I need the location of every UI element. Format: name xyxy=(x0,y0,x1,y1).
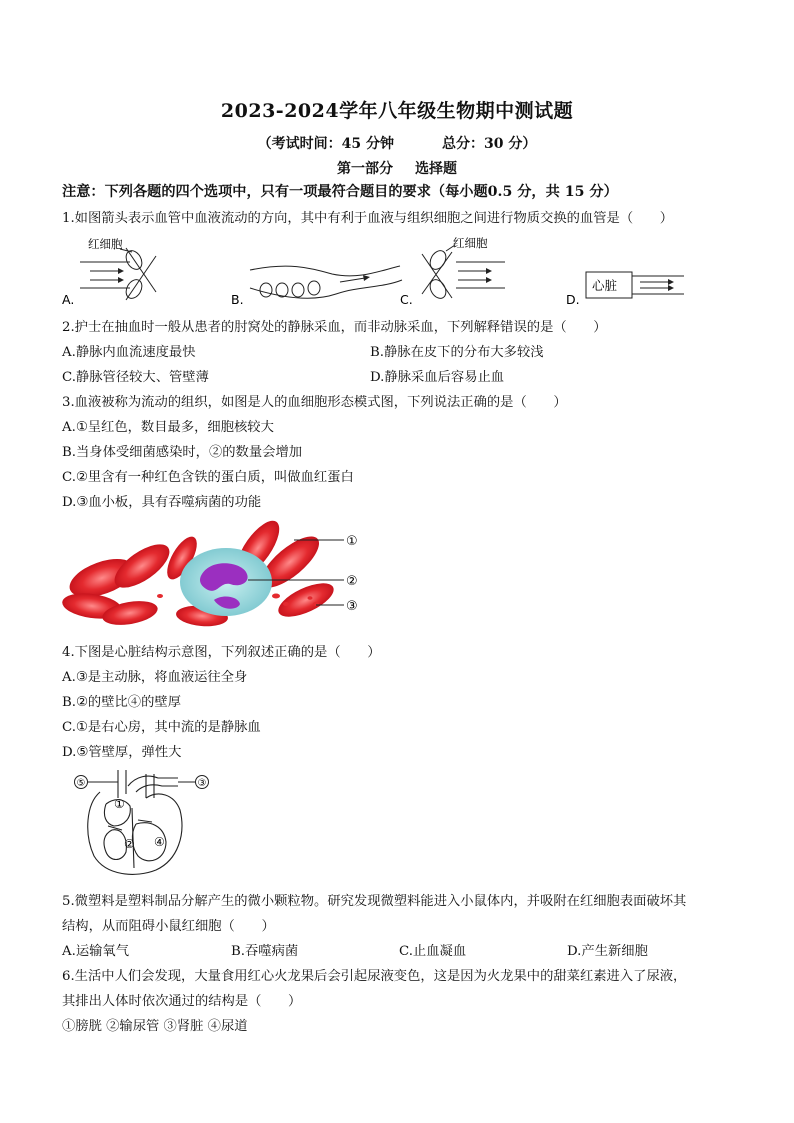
figure-label-3: ③ xyxy=(346,599,358,614)
question-5-option-d[interactable]: D.产生新细胞 xyxy=(567,944,648,959)
question-5-option-a[interactable]: A.运输氧气 xyxy=(62,944,130,959)
question-4-option-d[interactable]: D.⑤管壁厚，弹性大 xyxy=(62,745,182,760)
exam-time: （考试时间：45 分钟 xyxy=(257,136,394,152)
option-c-label: C. xyxy=(400,292,413,307)
heart-label-3: ③ xyxy=(197,778,207,789)
heart-label-5: ⑤ xyxy=(76,778,86,789)
instructions: 注意：下列各题的四个选项中，只有一项最符合题目的要求（每小题0.5 分，共 15 分） xyxy=(62,184,618,200)
option-b-label: B. xyxy=(231,292,244,307)
exam-title: 2023-2024学年八年级生物期中测试题 xyxy=(220,100,574,122)
question-3-option-d[interactable]: D.③血小板，具有吞噬病菌的功能 xyxy=(62,495,262,510)
blood-cells-figure xyxy=(62,518,372,630)
figure-a-label: 红细胞 xyxy=(88,237,123,251)
question-4-option-c[interactable]: C.①是右心房，其中流的是静脉血 xyxy=(62,720,261,735)
heart-diagram xyxy=(66,764,216,882)
question-2-option-b[interactable]: B.静脉在皮下的分布大多较浅 xyxy=(370,345,544,360)
question-5-stem-line1: 5.微塑料是塑料制品分解产生的微小颗粒物。研究发现微塑料能进入小鼠体内，并吸附在红细胞表面破坏其 xyxy=(62,894,687,909)
question-3-stem: 3.血液被称为流动的组织，如图是人的血细胞形态模式图，下列说法正确的是（ ） xyxy=(62,395,567,410)
section-name: 第一部分 xyxy=(337,161,393,177)
question-2-option-d[interactable]: D.静脉采血后容易止血 xyxy=(370,370,505,385)
exam-score: 总分：30 分） xyxy=(442,136,537,152)
figure-label-2: ② xyxy=(346,574,358,589)
figure-c-vessel xyxy=(422,236,505,301)
exam-info xyxy=(0,133,794,153)
figure-label-1: ① xyxy=(346,534,358,549)
figure-d-label: 心脏 xyxy=(592,278,618,293)
figure-d-heart xyxy=(586,272,684,298)
question-6-stem-line1: 6.生活中人们会发现，大量食用红心火龙果后会引起尿液变色，这是因为火龙果中的甜菜红素进入了尿液， xyxy=(62,969,687,984)
heart-outline xyxy=(88,770,182,874)
heart-label-2: ② xyxy=(124,837,135,851)
question-3-option-c[interactable]: C.②里含有一种红色含铁的蛋白质，叫做血红蛋白 xyxy=(62,470,354,485)
question-4-option-b[interactable]: B.②的壁比④的壁厚 xyxy=(62,695,181,710)
figure-a-vessel xyxy=(80,237,156,301)
figure-c-label: 红细胞 xyxy=(453,236,488,250)
question-1-figures xyxy=(60,232,720,310)
question-2-stem: 2.护士在抽血时一般从患者的肘窝处的静脉采血，而非动脉采血，下列解释错误的是（ ） xyxy=(62,320,607,335)
figure-b-vessel xyxy=(250,266,402,298)
question-6-stem-line2: 其排出人体时依次通过的结构是（ ） xyxy=(62,994,302,1009)
heart-label-1: ① xyxy=(114,797,125,811)
question-5-option-b[interactable]: B.吞噬病菌 xyxy=(231,944,299,959)
heart-label-4: ④ xyxy=(154,835,165,849)
white-blood-cell xyxy=(180,548,272,616)
question-4-stem: 4.下图是心脏结构示意图，下列叙述正确的是（ ） xyxy=(62,645,381,660)
option-a-label: A. xyxy=(62,292,75,307)
question-4-option-a[interactable]: A.③是主动脉，将血液运往全身 xyxy=(62,670,248,685)
question-3-option-a[interactable]: A.①呈红色，数目最多，细胞核较大 xyxy=(62,420,274,435)
question-6-items: ①膀胱 ②输尿管 ③肾脏 ④尿道 xyxy=(62,1019,248,1034)
question-5-option-c[interactable]: C.止血凝血 xyxy=(399,944,467,959)
question-2-option-a[interactable]: A.静脉内血流速度最快 xyxy=(62,345,196,360)
section-heading xyxy=(0,158,794,178)
option-d-label: D. xyxy=(566,292,580,307)
question-3-option-b[interactable]: B.当身体受细菌感染时，②的数量会增加 xyxy=(62,445,303,460)
question-5-stem-line2: 结构，从而阻碍小鼠红细胞（ ） xyxy=(62,919,275,934)
question-1-stem: 1.如图箭头表示血管中血液流动的方向，其中有利于血液与组织细胞之间进行物质交换的血管是（ ） xyxy=(62,211,674,226)
question-2-option-c[interactable]: C.静脉管径较大、管壁薄 xyxy=(62,370,209,385)
section-type: 选择题 xyxy=(415,161,457,177)
